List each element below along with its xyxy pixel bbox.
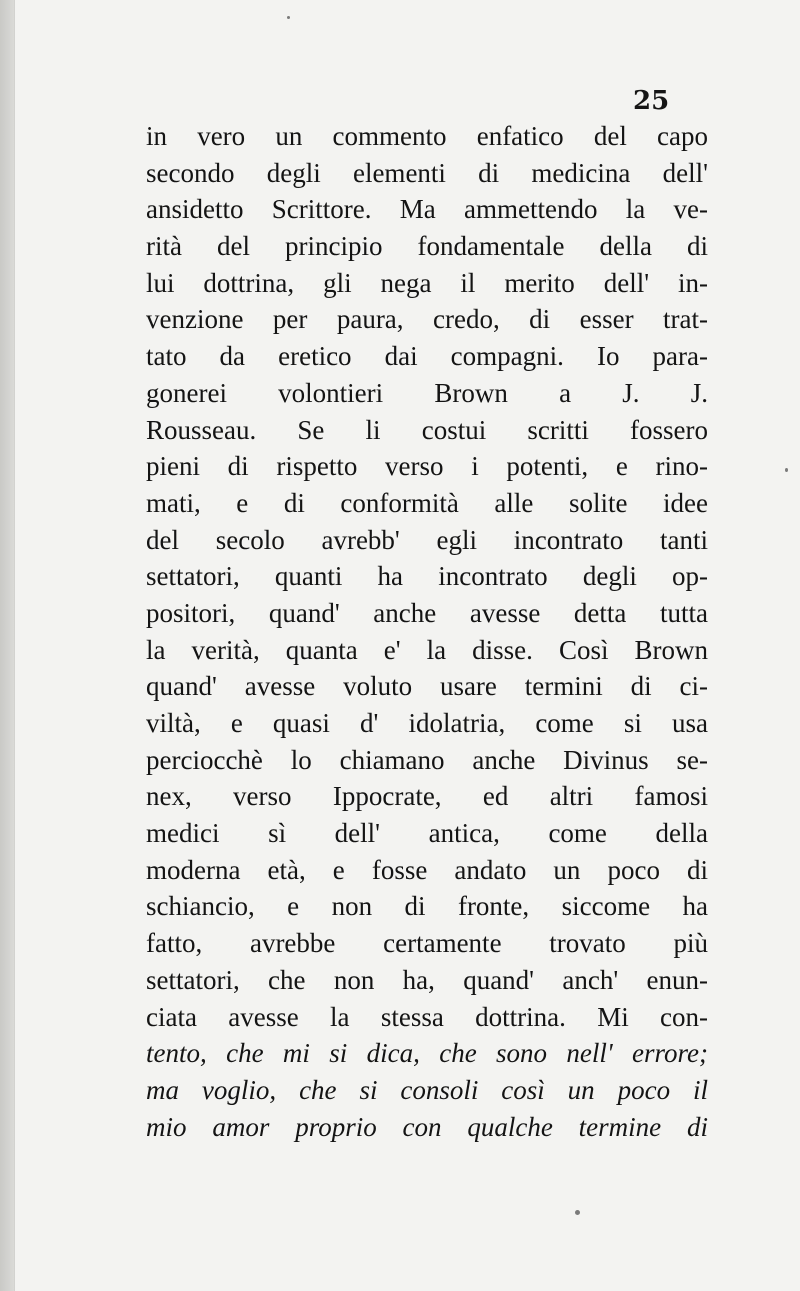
text-line: nex, verso Ippocrate, ed altri famosi	[146, 781, 708, 812]
text-line: gonerei volontieri Brown a J. J.	[146, 377, 708, 408]
text-line: ansidetto Scrittore. Ma ammettendo la ve-	[146, 194, 708, 225]
body-text	[146, 118, 708, 1145]
text-line: lui dottrina, gli nega il merito dell' in-	[146, 267, 708, 298]
text-line: la verità, quanta e' la disse. Così Brown	[146, 634, 708, 665]
text-line: settatori, che non ha, quand' anch' enun-	[146, 964, 708, 995]
paper-speck	[575, 1210, 580, 1215]
text-line: schiancio, e non di fronte, siccome ha	[146, 891, 708, 922]
text-line: mati, e di conformità alle solite idee	[146, 487, 708, 518]
paper-speck	[287, 16, 290, 19]
text-line: mio amor proprio con qualche termine di	[146, 1111, 708, 1142]
text-line: moderna età, e fosse andato un poco di	[146, 854, 708, 885]
text-line: Rousseau. Se li costui scritti fossero	[146, 414, 708, 445]
text-line: del secolo avrebb' egli incontrato tanti	[146, 524, 708, 555]
text-line: ma voglio, che si consoli così un poco il	[146, 1074, 708, 1105]
paper-speck	[785, 468, 788, 472]
text-line: ciata avesse la stessa dottrina. Mi con-	[146, 1001, 708, 1032]
text-line: tato da eretico dai compagni. Io para-	[146, 341, 708, 372]
text-line: perciocchè lo chiamano anche Divinus se-	[146, 744, 708, 775]
page-number: 25	[633, 86, 670, 116]
text-line: rità del principio fondamentale della di	[146, 231, 708, 262]
text-line: viltà, e quasi d' idolatria, come si usa	[146, 708, 708, 738]
text-line: pieni di rispetto verso i potenti, e rino-	[146, 451, 708, 482]
text-line: in vero un commento enfatico del capo	[146, 121, 708, 151]
text-line: secondo degli elementi di medicina dell'	[146, 157, 708, 188]
text-line: settatori, quanti ha incontrato degli op-	[146, 561, 708, 592]
text-line: positori, quand' anche avesse detta tutta	[146, 597, 708, 628]
text-line: tento, che mi si dica, che sono nell' errore;	[146, 1038, 708, 1069]
text-line: quand' avesse voluto usare termini di ci-	[146, 671, 708, 702]
text-line: venzione per paura, credo, di esser trat-	[146, 304, 708, 335]
text-line: fatto, avrebbe certamente trovato più	[146, 928, 708, 959]
text-line: medici sì dell' antica, come della	[146, 818, 708, 849]
book-page	[14, 0, 800, 1291]
